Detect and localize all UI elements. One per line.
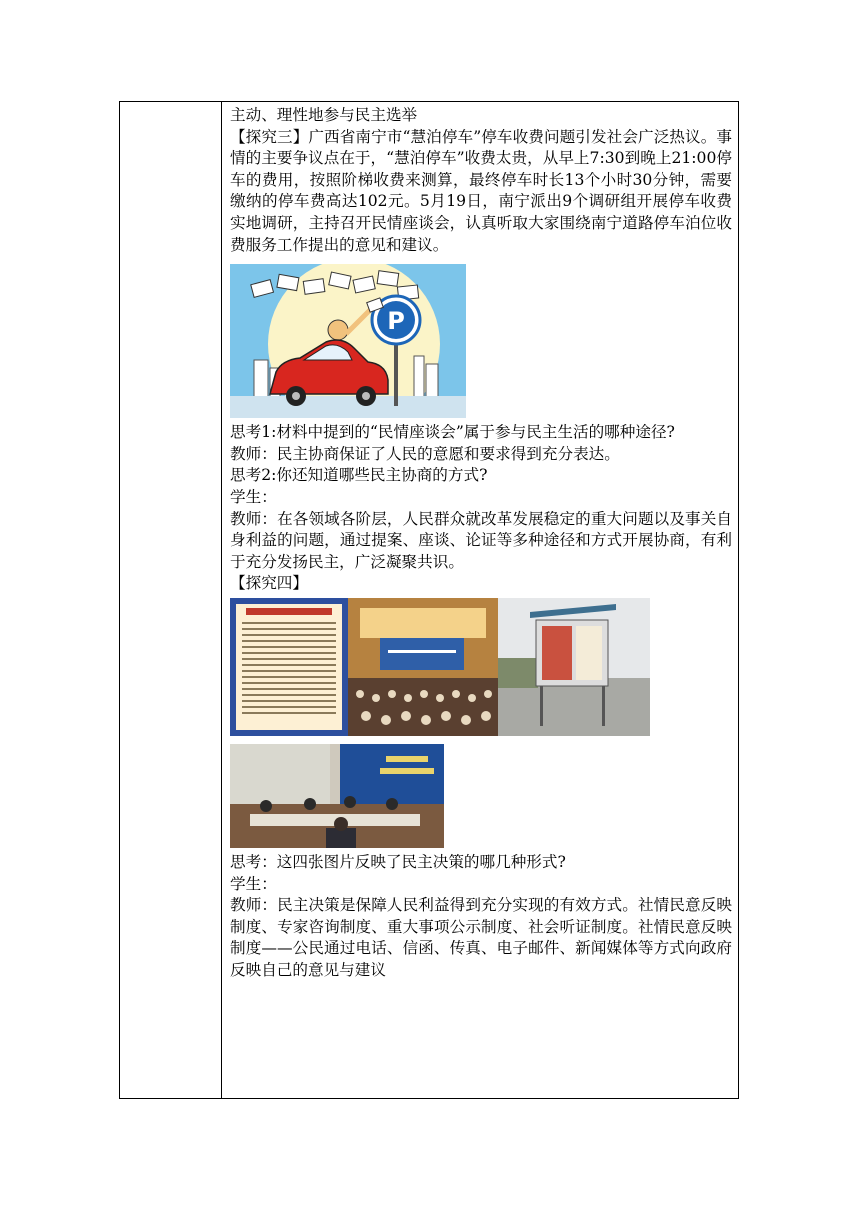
student-one: 学生： xyxy=(230,487,277,506)
explore-four: 【探究四】 xyxy=(230,574,308,593)
photo-strip xyxy=(230,598,732,736)
parking-sign-letter: P xyxy=(387,307,405,336)
teacher-three: 教师：民主决策是保障人民利益得到充分实现的有效方式。社情民意反映制度、专家咨询制度、重大事项公示制度、社会听证制度。社情民意反映制度——公民通过电话、信函、传真、电子邮件、新闻媒体等方式向政府反映自己的意见与建议 xyxy=(230,896,732,979)
explore-three: 【探究三】广西省南宁市“慧泊停车”停车收费问题引发社会广泛热议。事情的主要争议点在于，“慧泊停车”收费太贵，从早上7:30到晚上21:00停车的费用，按照阶梯收费来测算，最终停车时长13个小时30分钟，需要缴纳的停车费高达102元。5月19日，南宁派出9个调研组开展停车收费实地调研，主持召开民情座谈会，认真听取大家围绕南宁道路停车泊位收费服务工作提出的意见和建议。 xyxy=(230,127,732,254)
lesson-table xyxy=(119,101,739,1099)
parking-cartoon xyxy=(230,264,732,418)
meeting-photo xyxy=(230,744,732,848)
student-two: 学生： xyxy=(230,874,277,893)
think-three: 思考：这四张图片反映了民主决策的哪几种形式? xyxy=(230,852,566,871)
teacher-two: 教师：在各领域各阶层，人民群众就改革发展稳定的重大问题以及事关自身利益的问题，通过提案、座谈、论证等多种途径和方式开展协商，有利于充分发扬民主，广泛凝聚共识。 xyxy=(230,509,732,571)
think-one: 思考1:材料中提到的“民情座谈会”属于参与民主生活的哪种途径? xyxy=(230,423,675,442)
line-participation: 主动、理性地参与民主选举 xyxy=(230,106,418,124)
teacher-one: 教师：民主协商保证了人民的意愿和要求得到充分表达。 xyxy=(230,444,620,463)
content-cell xyxy=(230,105,732,981)
think-two: 思考2:你还知道哪些民主协商的方式? xyxy=(230,466,488,485)
column-divider xyxy=(221,102,222,1098)
